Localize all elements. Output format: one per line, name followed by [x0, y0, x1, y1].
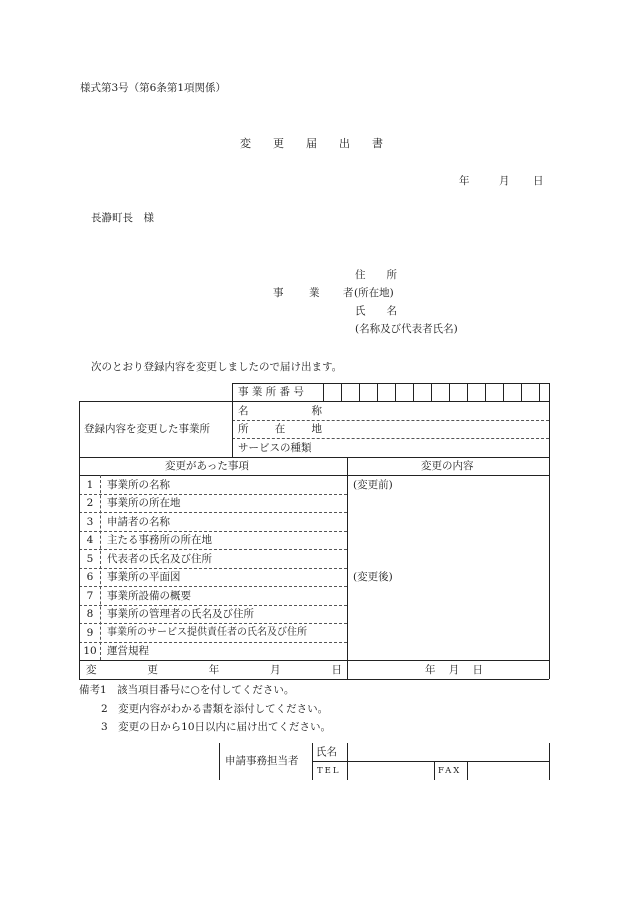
note-2: 2 変更内容がわかる書類を添付してください。 — [101, 703, 329, 715]
applicant-role-2: 業 — [309, 287, 320, 299]
item-label: 運営規程 — [107, 645, 149, 657]
item-number: 1 — [86, 479, 94, 491]
item-number: 9 — [86, 627, 94, 639]
change-content-header: 変更の内容 — [421, 460, 474, 472]
date-year-label: 年 — [459, 175, 470, 187]
addressee: 長瀞町長 様 — [91, 212, 154, 224]
item-number: 10 — [83, 645, 97, 657]
item-label: 事業所のサービス提供責任者の氏名及び住所 — [107, 627, 307, 638]
item-label: 事業所の平面図 — [107, 571, 181, 583]
applicant-role-1: 事 — [273, 287, 284, 299]
item-label: 事業所の名称 — [107, 479, 170, 491]
note-1: 備考1 該当項目番号に○を付してください。 — [79, 684, 295, 696]
service-type-field: サービスの種類 — [238, 442, 312, 454]
name-label: 氏 名 — [355, 305, 397, 317]
change-date-value: 年 月 日 — [425, 664, 483, 676]
item-number: 6 — [86, 571, 94, 583]
contact-tel-label: TEL — [317, 766, 341, 776]
item-number: 3 — [86, 516, 94, 528]
form-number: 様式第3号（第6条第1項関係） — [80, 82, 227, 94]
applicant-role-3: 者 — [343, 287, 354, 299]
item-number: 2 — [86, 497, 94, 509]
intro-text: 次のとおり登録内容を変更しましたので届け出ます。 — [91, 361, 343, 373]
item-label: 主たる事務所の所在地 — [107, 534, 212, 546]
item-label: 事業所の所在地 — [107, 497, 181, 509]
contact-name-label: 氏名 — [316, 746, 337, 758]
item-number: 5 — [86, 553, 94, 565]
name-note: (名称及び代表者氏名) — [355, 323, 458, 335]
office-row-header: 登録内容を変更した事業所 — [84, 423, 210, 435]
note-3: 3 変更の日から10日以内に届け出てください。 — [101, 721, 332, 733]
item-number: 8 — [86, 608, 94, 620]
contact-fax-label: FAX — [438, 766, 462, 776]
changed-items-header: 変更があった事項 — [165, 460, 249, 472]
item-number: 4 — [86, 534, 94, 546]
item-label: 事業所設備の概要 — [107, 590, 191, 602]
document-title: 変 更 届 出 書 — [240, 137, 383, 150]
item-label: 事業所の管理者の氏名及び住所 — [107, 608, 254, 620]
location-note: (所在地) — [354, 287, 394, 299]
contact-label: 申請事務担当者 — [225, 755, 299, 767]
after-change-label: (変更後) — [353, 571, 393, 583]
item-label: 申請者の名称 — [107, 516, 170, 528]
office-name-field: 名 称 — [238, 405, 322, 417]
date-day-label: 日 — [533, 175, 544, 187]
office-address-field: 所 在 地 — [238, 423, 322, 435]
before-change-label: (変更前) — [353, 479, 393, 491]
date-month-label: 月 — [499, 175, 510, 187]
address-label: 住 所 — [355, 269, 397, 281]
item-label: 代表者の氏名及び住所 — [107, 553, 212, 565]
change-date-label: 変 更 年 月 日 — [86, 664, 342, 676]
office-number-label: 事 業 所 番 号 — [238, 386, 304, 398]
item-number: 7 — [86, 590, 94, 602]
